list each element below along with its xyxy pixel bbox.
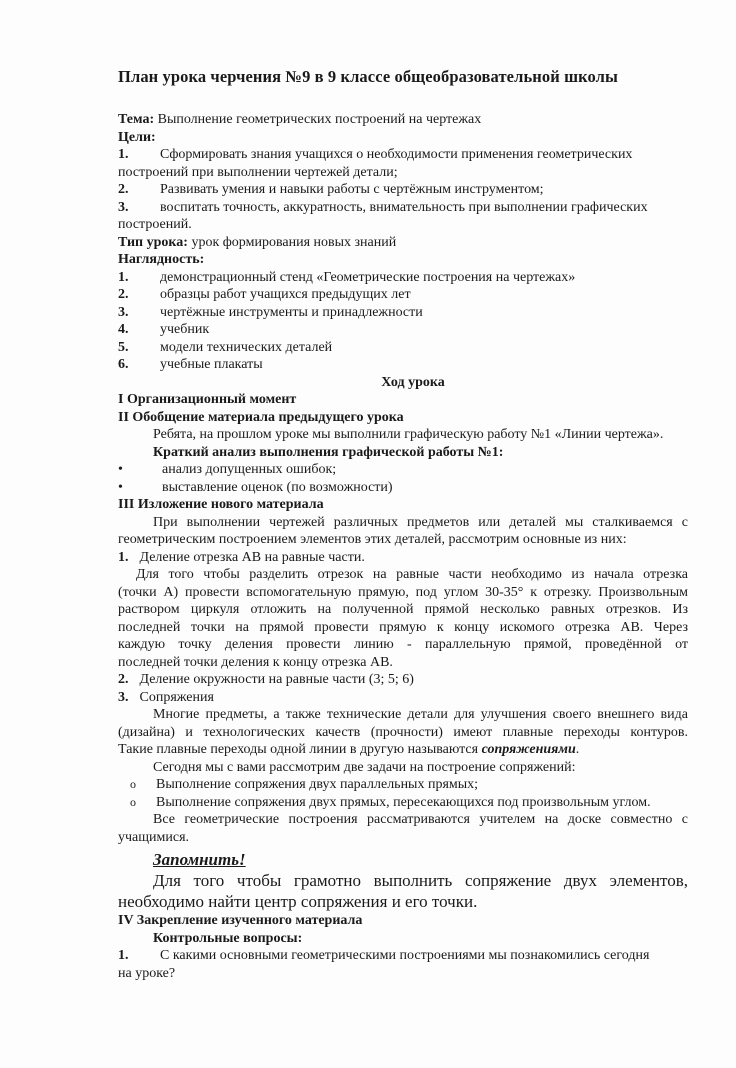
- circle-bullet-icon: o: [130, 777, 136, 791]
- section-2-text: Ребята, на прошлом уроке мы выполнили графическую работу №1 «Линии чертежа».: [153, 427, 664, 442]
- lesson-header: [118, 111, 688, 982]
- bullet-item: • анализ допущенных ошибок;: [118, 462, 337, 477]
- topic-line: [118, 111, 688, 129]
- goal-item: 3. воспитать точность, аккуратность, внимательность при выполнении графических: [118, 199, 648, 215]
- bullet-item: • выставление оценок (по возможности): [118, 479, 393, 495]
- numbered-item: 3. Сопряжения: [118, 689, 214, 705]
- numbered-item: 2. Деление окружности на равные части (3; 5; 6): [118, 672, 414, 687]
- visual-item: 3. чертёжные инструменты и принадлежности: [118, 304, 423, 320]
- paragraph-line: последней точки на прямой провести прямую к концу искомого отрезка АВ. Через: [118, 619, 688, 635]
- paragraph-line: последней точки деления к концу отрезка АВ.: [118, 654, 393, 670]
- question-item: 1. С какими основными геометрическими построениями мы познакомились сегодня: [118, 948, 650, 963]
- paragraph-line: каждую точку деления провести линию - параллельную прямой, проведённой от: [118, 637, 688, 652]
- topic-label: Тема:: [118, 112, 155, 127]
- circle-bullet-icon: o: [130, 794, 136, 809]
- remember-line: необходимо найти центр сопряжения и его точки.: [118, 892, 478, 911]
- visual-item: 6. учебные плакаты: [118, 357, 263, 372]
- section-2-subheading: Краткий анализ выполнения графической работы №1:: [153, 444, 504, 460]
- lesson-type-line: Тип урока: урок формирования новых знаний: [118, 234, 397, 250]
- section-1-heading: I Организационный момент: [118, 392, 297, 407]
- paragraph-line: (точки А) провести вспомогательную прямую, под углом 30-35° к отрезку. Произвольным: [118, 584, 688, 600]
- remember-line: Для того чтобы грамотно выполнить сопряжение двух элементов,: [153, 871, 688, 890]
- task-item: o Выполнение сопряжения двух прямых, пересекающихся под произвольным углом.: [118, 794, 688, 812]
- paragraph-line: Сегодня мы с вами рассмотрим две задачи на построение сопряжений:: [153, 759, 576, 775]
- bullet-icon: •: [118, 479, 123, 495]
- goal-item-cont: построений.: [118, 217, 192, 232]
- goal-item-cont: построений при выполнении чертежей детали;: [118, 164, 398, 180]
- goals-heading: Цели:: [118, 129, 156, 145]
- visual-item: 4. учебник: [118, 322, 210, 337]
- numbered-item: 1. Деление отрезка АВ на равные части.: [118, 549, 365, 565]
- bullet-icon: •: [118, 462, 123, 477]
- course-heading: Ход урока: [381, 374, 445, 390]
- paragraph-line: Многие предметы, а также технические детали для улучшения своего внешнего вида: [153, 707, 688, 722]
- topic-value: Выполнение геометрических построений на чертежах: [157, 112, 482, 127]
- paragraph-line: геометрическим построением элементов этих деталей, рассмотрим основные из них:: [118, 532, 627, 547]
- term-conjugations: сопряжениями: [481, 742, 576, 757]
- paragraph-line: раствором циркуля отложить на полученной прямой несколько равных отрезков. Из: [118, 602, 688, 617]
- goal-item: 1. Сформировать знания учащихся о необходимости применения геометрических: [118, 147, 633, 162]
- paragraph-line: При выполнении чертежей различных предметов или деталей мы сталкиваемся с: [153, 514, 688, 530]
- paragraph-line: Такие плавные переходы одной линии в другую называются сопряжениями.: [118, 742, 580, 757]
- section-3-heading: III Изложение нового материала: [118, 497, 324, 512]
- task-item: o Выполнение сопряжения двух параллельных прямых;: [118, 776, 688, 794]
- visuals-heading: Наглядность:: [118, 252, 205, 267]
- visual-item: 5. модели технических деталей: [118, 339, 333, 355]
- paragraph-line: Все геометрические построения рассматриваются учителем на доске совместно с: [153, 812, 688, 827]
- paragraph-line: учащимися.: [118, 829, 190, 845]
- question-item-cont: на уроке?: [118, 965, 176, 981]
- goal-item: 2. Развивать умения и навыки работы с чертёжным инструментом;: [118, 182, 544, 197]
- remember-heading: Запомнить!: [153, 850, 246, 869]
- paragraph-line: Для того чтобы разделить отрезок на равные части необходимо из начала отрезка: [136, 567, 688, 582]
- visual-item: 2. образцы работ учащихся предыдущих лет: [118, 287, 411, 302]
- paragraph-line: (дизайна) и технологических качеств (прочности) имеют плавные переходы контуров.: [118, 724, 688, 740]
- visual-item: 1. демонстрационный стенд «Геометрические построения на чертежах»: [118, 269, 576, 285]
- section-2-heading: II Обобщение материала предыдущего урока: [118, 409, 404, 425]
- page-title: План урока черчения №9 в 9 классе общеобразовательной школы: [118, 67, 618, 86]
- section-4-heading: IV Закрепление изученного материала: [118, 913, 363, 928]
- section-4-subheading: Контрольные вопросы:: [153, 930, 303, 946]
